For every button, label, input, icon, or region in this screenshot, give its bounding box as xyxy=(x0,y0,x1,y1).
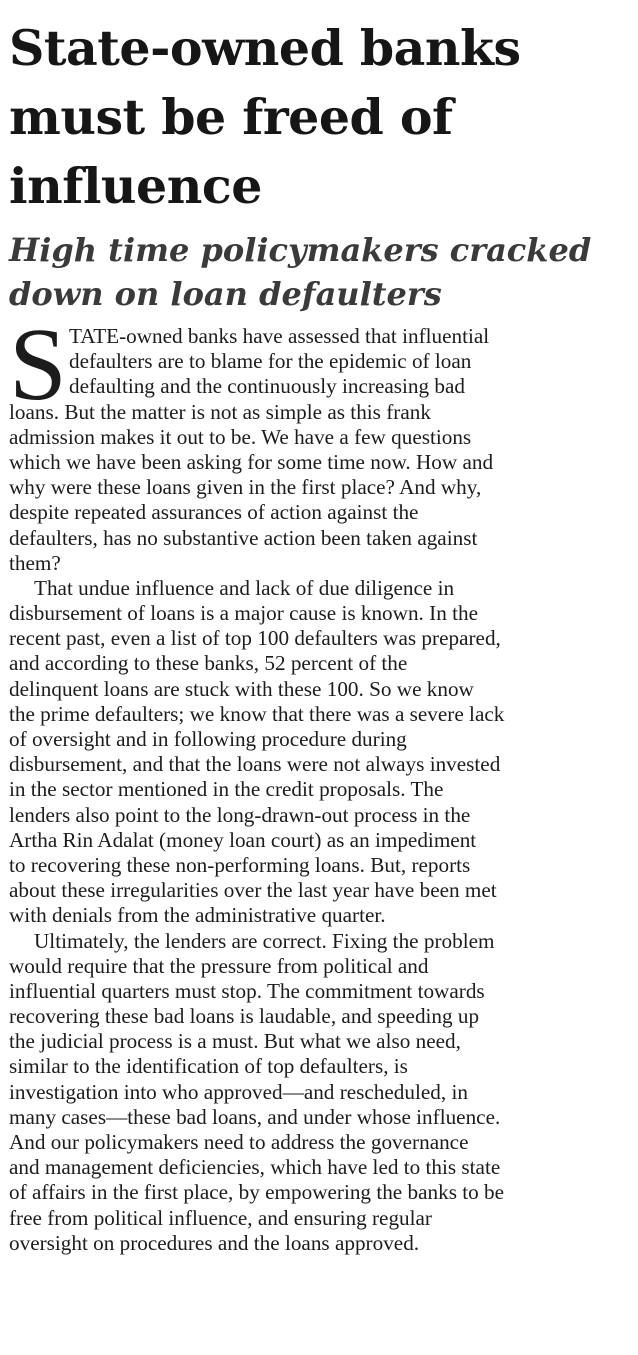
text-line: Ultimately, the lenders are correct. Fixing the problem xyxy=(34,928,495,953)
text-line: which we have been asking for some time now. How and xyxy=(9,449,494,474)
text-line: investigation into who approved—and rescheduled, in xyxy=(9,1079,468,1104)
text-line: the prime defaulters; we know that there was a severe lack xyxy=(9,701,505,726)
text-line: recent past, even a list of top 100 defaulters was prepared, xyxy=(9,626,501,651)
headline-line: must be freed of xyxy=(9,88,453,146)
text-line: and management deficiencies, which have led to this state xyxy=(9,1155,501,1180)
text-line: Artha Rin Adalat (money loan court) as an impediment xyxy=(9,827,477,852)
text-line: defaulters are to blame for the epidemic of loan xyxy=(69,349,472,374)
text-line: free from political influence, and ensuring regular xyxy=(9,1205,432,1230)
text-line: influential quarters must stop. The commitment towards xyxy=(9,978,485,1003)
text-line: loans. But the matter is not as simple as this frank xyxy=(9,399,431,424)
paragraph-2 xyxy=(9,576,627,929)
subheadline-line: High time policymakers cracked xyxy=(9,231,592,269)
paragraph-3 xyxy=(9,929,627,1256)
text-line: and according to these banks, 52 percent of the xyxy=(9,651,408,676)
text-line: That undue influence and lack of due diligence in xyxy=(34,575,455,600)
text-line: of affairs in the first place, by empowering the banks to be xyxy=(9,1180,505,1205)
subheadline-line: down on loan defaulters xyxy=(9,275,442,313)
text-line: of oversight and in following procedure during xyxy=(9,727,407,751)
text-line: many cases—these bad loans, and under whose influence. xyxy=(9,1104,501,1129)
text-line: in the sector mentioned in the credit proposals. The xyxy=(9,777,444,802)
text-line: oversight on procedures and the loans approved. xyxy=(9,1230,420,1255)
text-line: recovering these bad loans is laudable, and speeding up xyxy=(9,1004,480,1029)
headline-line: State-owned banks xyxy=(9,19,521,77)
headline xyxy=(9,14,627,221)
paragraph-1 xyxy=(9,324,627,576)
text-line: defaulters, has no substantive action been taken against xyxy=(9,525,478,550)
text-line: them? xyxy=(9,550,61,575)
editorial-article xyxy=(9,14,627,1256)
headline-line: influence xyxy=(9,157,262,215)
article-body xyxy=(9,307,627,1256)
text-line: delinquent loans are stuck with these 100. So we know xyxy=(9,676,474,701)
subheadline xyxy=(9,228,627,316)
text-line: the judicial process is a must. But what we also need, xyxy=(9,1029,461,1054)
text-line: admission makes it out to be. We have a few questions xyxy=(9,424,472,449)
text-line: lenders also point to the long-drawn-out process in the xyxy=(9,802,471,827)
text-line: And our policymakers need to address the governance xyxy=(9,1130,469,1154)
text-line: defaulting and the continuously increasing bad xyxy=(69,374,465,399)
text-line: despite repeated assurances of action against the xyxy=(9,500,419,525)
text-line: TATE-owned banks have assessed that influential xyxy=(69,324,490,348)
text-line: would require that the pressure from political and xyxy=(9,953,429,978)
text-line: to recovering these non-performing loans. But, reports xyxy=(9,852,471,877)
text-line: disbursement of loans is a major cause is known. In the xyxy=(9,601,478,626)
text-line: similar to the identification of top defaulters, is xyxy=(9,1054,408,1079)
text-line: with denials from the administrative quarter. xyxy=(9,903,386,928)
drop-cap: S xyxy=(9,307,67,422)
text-line: about these irregularities over the last year have been met xyxy=(9,878,497,903)
text-line: disbursement, and that the loans were not always invested xyxy=(9,752,501,777)
text-line: why were these loans given in the first place? And why, xyxy=(9,475,482,500)
